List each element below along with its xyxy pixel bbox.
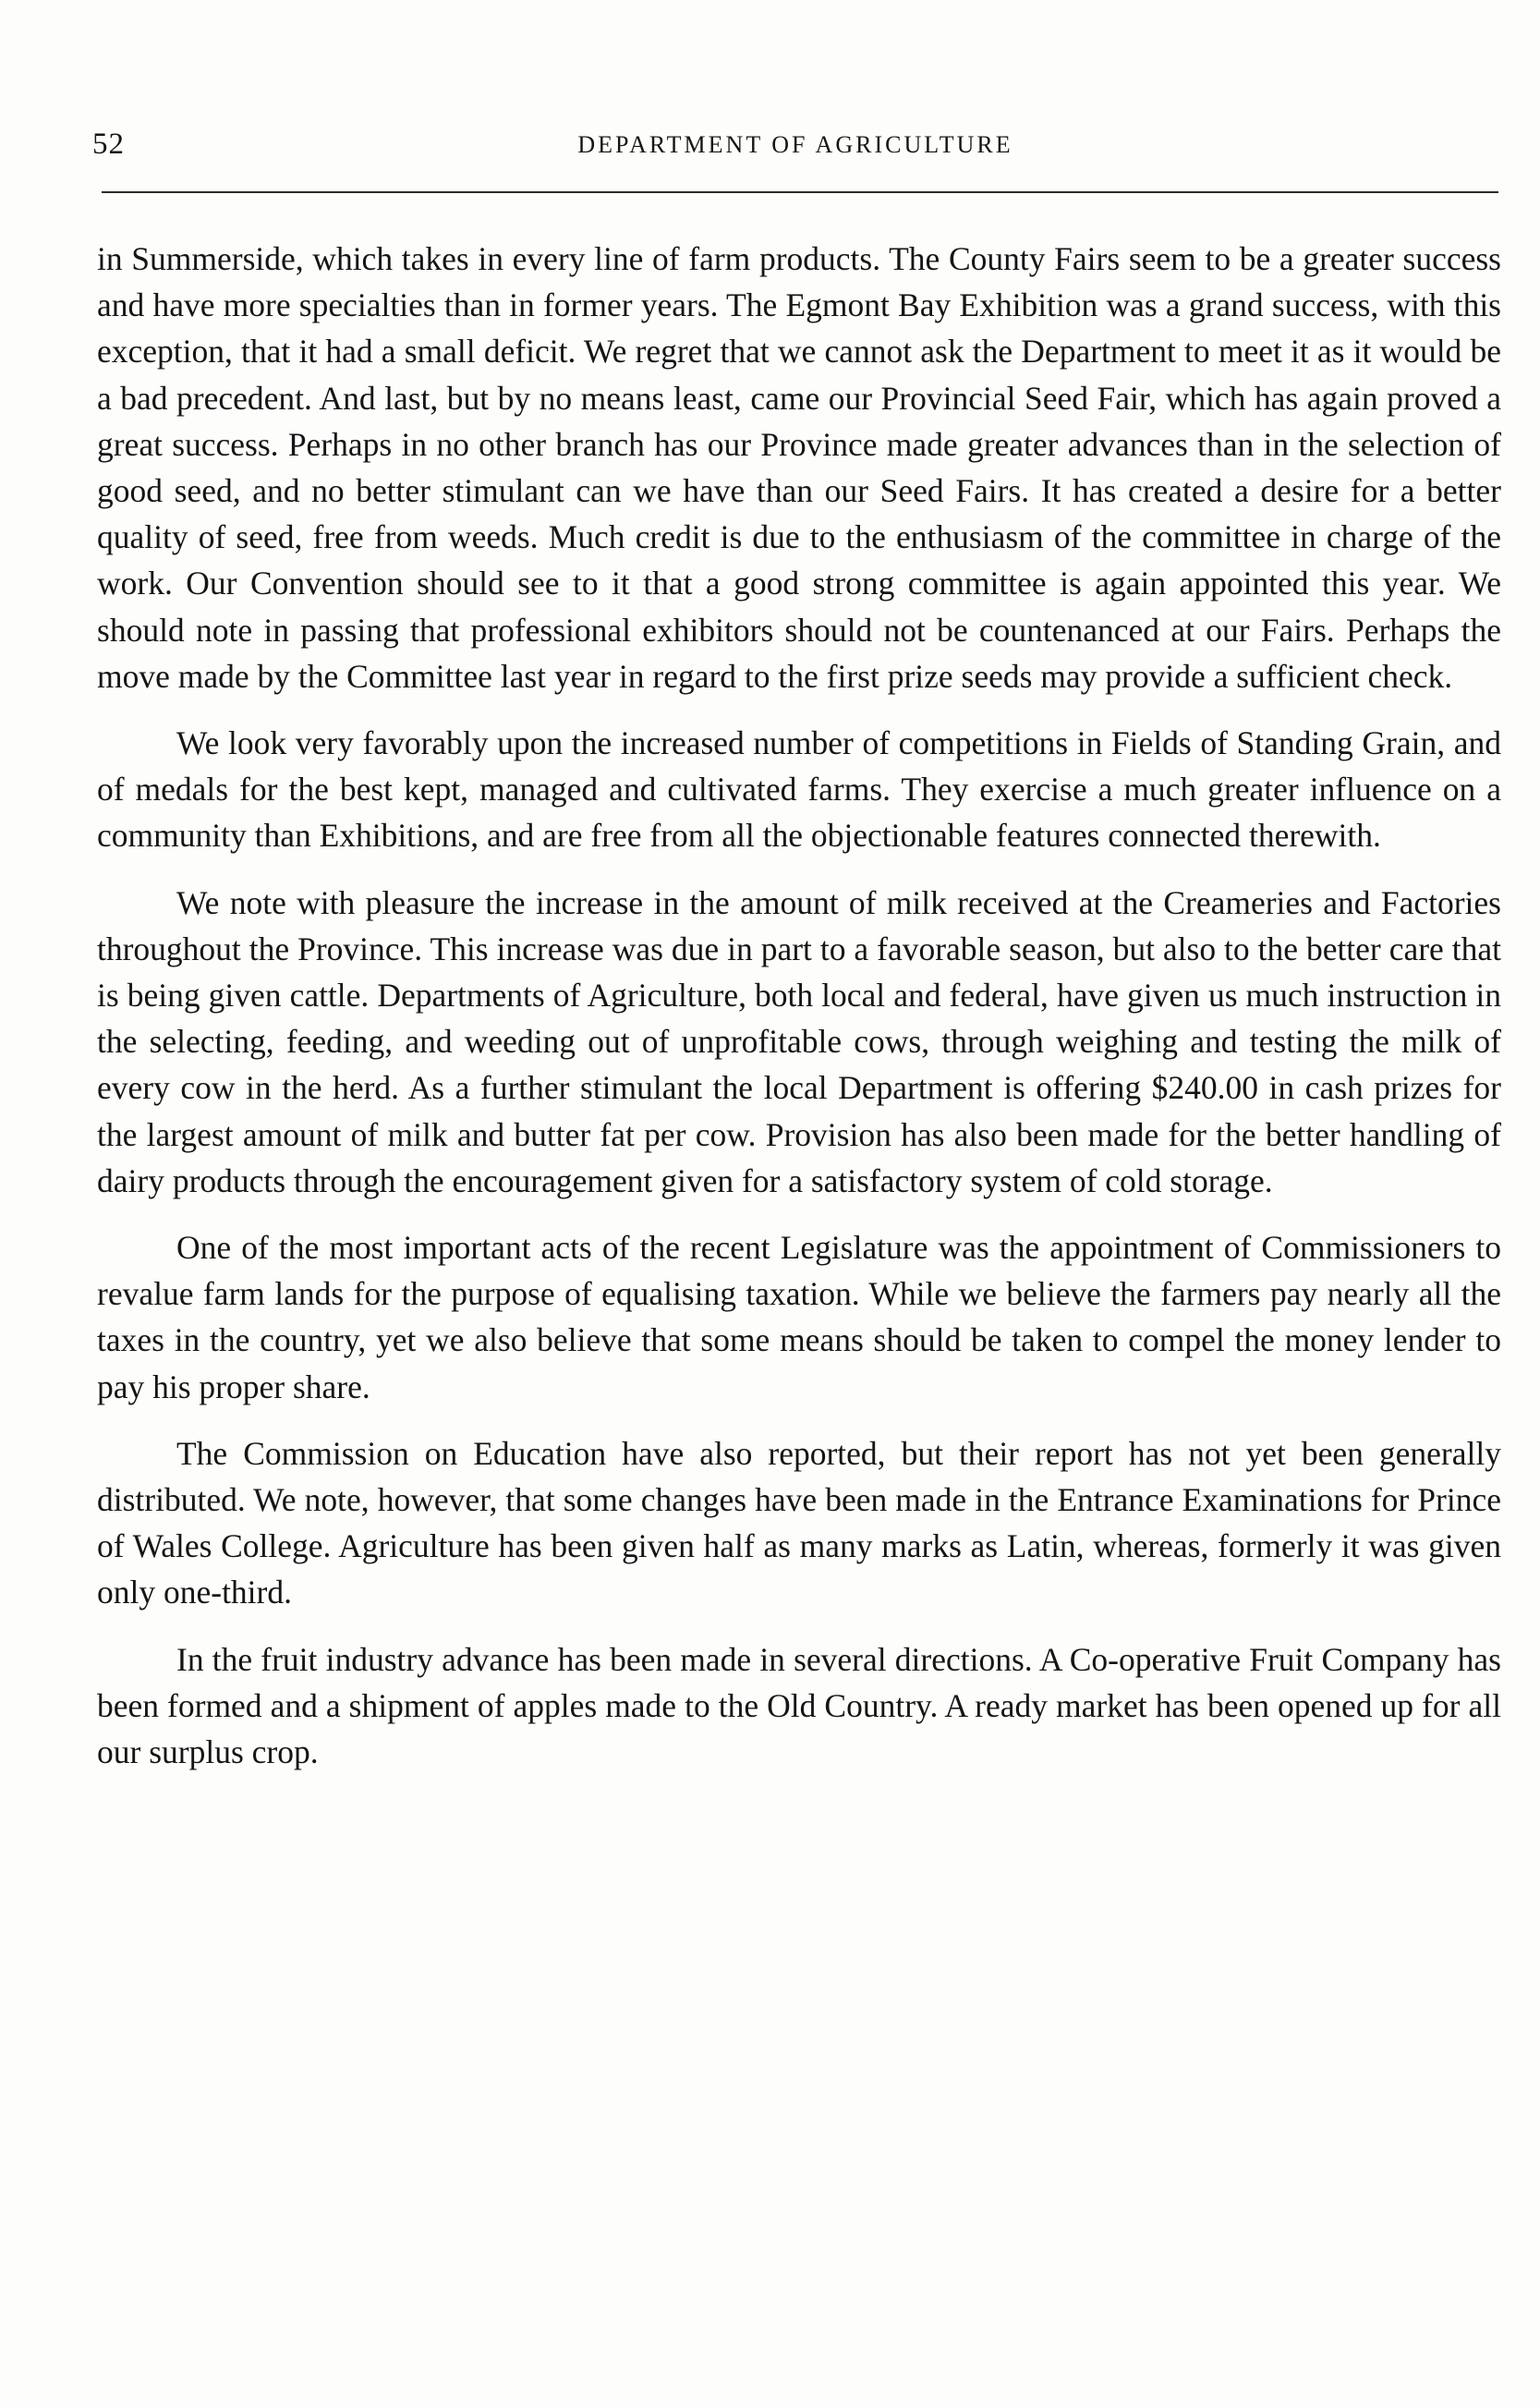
paragraph-creameries: We note with pleasure the increase in the amount of milk received at the Creameries and Factories throughout the Province. This increase was due in part to a favorable season, but also to the better care that is being given cattle. Departments of Agriculture, both local and federal, have given us much instruction in the selecting, feeding, and weeding out of unprofitable cows, through weighing and testing the milk of every cow in the herd. As a further stimulant the local Department is offering $240.00 in cash prizes for the largest amount of milk and butter fat per cow. Provision has also been made for the better handling of dairy products through the encouragement given for a satisfactory system of cold storage. [97,883,1501,1199]
paragraph-legislature: One of the most important acts of the recent Legislature was the appointment of Commissioners to revalue farm lands for the purpose of equalising taxation. While we believe the farmers pay nearly all the taxes in the country, yet we also believe that some means should be taken to compel the money lender to pay his proper share. [97,1229,1501,1405]
paragraph-competitions: We look very favorably upon the increased number of competitions in Fields of Standing Grain, and of medals for the best kept, managed and cultivated farms. They exercise a much greater influence on a community than Exhibitions, and are free from all the objectionable features connected therewith. [97,724,1501,855]
paragraph-continuation: in Summerside, which takes in every line of farm products. The County Fairs seem to be a greater success and have more specialties than in former years. The Egmont Bay Exhibition was a grand success, with this exception, that it had a small deficit. We regret that we cannot ask the Department to meet it as it would be a bad precedent. And last, but by no means least, came our Provincial Seed Fair, which has again proved a great success. Perhaps in no other branch has our Province made greater advances than in the selection of good seed, and no better stimulant can we have than our Seed Fairs. It has created a desire for a better quality of seed, free from weeds. Much credit is due to the enthusiasm of the committee in charge of the work. Our Convention should see to it that a good strong committee is again appointed this year. We should note in passing that professional exhibitors should not be countenanced at our Fairs. Perhaps the move made by the Committee last year in regard to the first prize seeds may provide a sufficient check. [97,240,1501,695]
body-text [97,236,1501,1795]
paragraph-education: The Commission on Education have also reported, but their report has not yet been generally distributed. We note, however, that some changes have been made in the Entrance Examinations for Prince of Wales College. Agriculture has been given half as many marks as Latin, whereas, formerly it was given only one-third. [97,1434,1501,1611]
page-header [92,128,1498,174]
paragraph-fruit-industry: In the fruit industry advance has been made in several directions. A Co-operative Fruit Company has been formed and a shipment of apples made to the Old Country. A ready market has been opened up for all our surplus crop. [97,1640,1501,1771]
running-head: DEPARTMENT OF AGRICULTURE [577,131,1013,158]
page-number: 52 [92,128,125,161]
header-rule [102,191,1498,193]
